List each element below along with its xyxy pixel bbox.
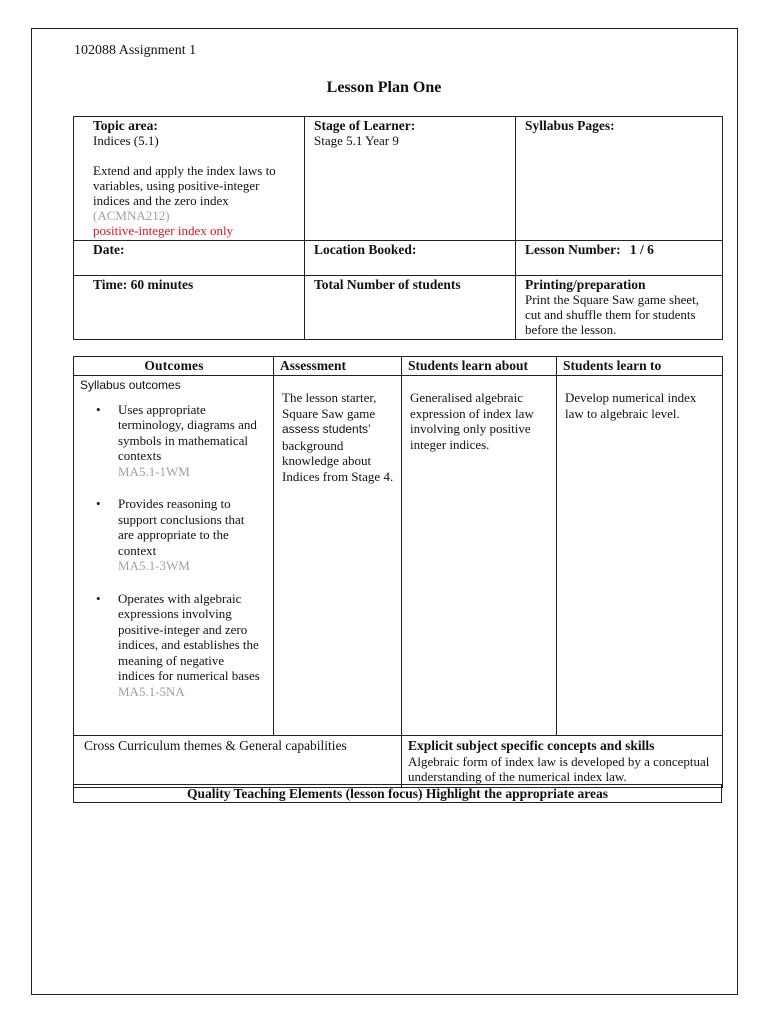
topic-value: Indices (5.1): [93, 133, 159, 148]
printing-cell: [516, 276, 723, 340]
list-item: [118, 591, 263, 700]
assignment-header: 102088 Assignment 1: [74, 43, 197, 58]
assessment-text: [282, 390, 395, 484]
outcomes-table: [73, 356, 723, 788]
cross-curriculum-cell: [74, 736, 402, 788]
explicit-concepts-label: Explicit subject specific concepts and skills: [408, 738, 655, 753]
outcome-text: • Uses appropriate terminology, diagrams and symbols in mathematical contexts: [118, 401, 257, 463]
learn-about-cell: [402, 376, 557, 736]
page-title: Lesson Plan One: [326, 79, 442, 96]
topic-note: positive-integer index only: [93, 223, 234, 238]
time-label: Time: 60 minutes: [93, 277, 194, 292]
learn-about-header: Students learn about: [402, 357, 557, 376]
outcome-text: • Provides reasoning to support conclusions that are appropriate to the context: [118, 496, 245, 558]
outcome-code: MA5.1-3WM: [118, 558, 190, 573]
topic-code: (ACMNA212): [93, 208, 170, 223]
list-item: [118, 402, 263, 480]
location-label: Location Booked:: [314, 242, 417, 257]
topic-cell: [74, 117, 305, 241]
quality-teaching-row: Quality Teaching Elements (lesson focus) Highlight the appropriate areas: [73, 784, 722, 803]
outcomes-cell: [74, 376, 274, 736]
learn-to-cell: [557, 376, 723, 736]
outcomes-header-text: Outcomes: [144, 358, 204, 373]
lesson-number-label: Lesson Number:: [525, 242, 621, 257]
printing-label: Printing/preparation: [525, 277, 646, 292]
assessment-text-b: assess students’: [282, 422, 371, 436]
learn-to-text: Develop numerical index law to algebraic level.: [565, 390, 697, 421]
time-cell: [74, 276, 305, 340]
syllabus-pages-label: Syllabus Pages:: [525, 118, 615, 133]
learn-to-header: Students learn to: [557, 357, 723, 376]
syllabus-outcomes-label: Syllabus outcomes: [80, 378, 181, 392]
outcomes-list: [74, 402, 273, 700]
outcome-code: MA5.1-1WM: [118, 463, 190, 479]
topic-label: Topic area:: [93, 118, 158, 133]
stage-label: Stage of Learner:: [314, 118, 416, 133]
outcomes-header: [74, 357, 274, 376]
printing-value: Print the Square Saw game sheet, cut and shuffle them for students before the lesson.: [525, 292, 700, 337]
stage-cell: [305, 117, 516, 241]
outcome-text: • Operates with algebraic expressions involving positive-integer and zero indices, and establishes the meaning of negative indices for numerical bases: [118, 590, 260, 683]
list-item: [118, 496, 263, 574]
lesson-info-table: [73, 116, 723, 340]
date-label: Date:: [93, 242, 125, 257]
explicit-concepts-value: Algebraic form of index law is developed by a conceptual understanding of the numerical index law.: [408, 753, 710, 784]
students-label: Total Number of students: [314, 277, 461, 292]
assessment-text-c: background knowledge about Indices from Stage 4.: [282, 437, 394, 484]
explicit-concepts-cell: [402, 736, 723, 788]
assessment-text-a: The lesson starter, Square Saw game: [282, 390, 377, 421]
topic-description: Extend and apply the index laws to variables, using positive-integer indices and the zero index: [93, 163, 276, 208]
outcome-code: MA5.1-5NA: [118, 683, 185, 699]
students-cell: [305, 276, 516, 340]
lesson-number-value: 1 / 6: [629, 242, 654, 257]
cross-curriculum-label: Cross Curriculum themes & General capabilities: [84, 738, 347, 753]
assessment-cell: [274, 376, 402, 736]
syllabus-pages-cell: [516, 117, 723, 241]
lesson-number-cell: [516, 241, 723, 276]
location-cell: [305, 241, 516, 276]
stage-value: Stage 5.1 Year 9: [314, 133, 399, 148]
date-cell: [74, 241, 305, 276]
learn-about-text: Generalised algebraic expression of index law involving only positive integer indices.: [410, 390, 534, 452]
assessment-header: Assessment: [274, 357, 402, 376]
